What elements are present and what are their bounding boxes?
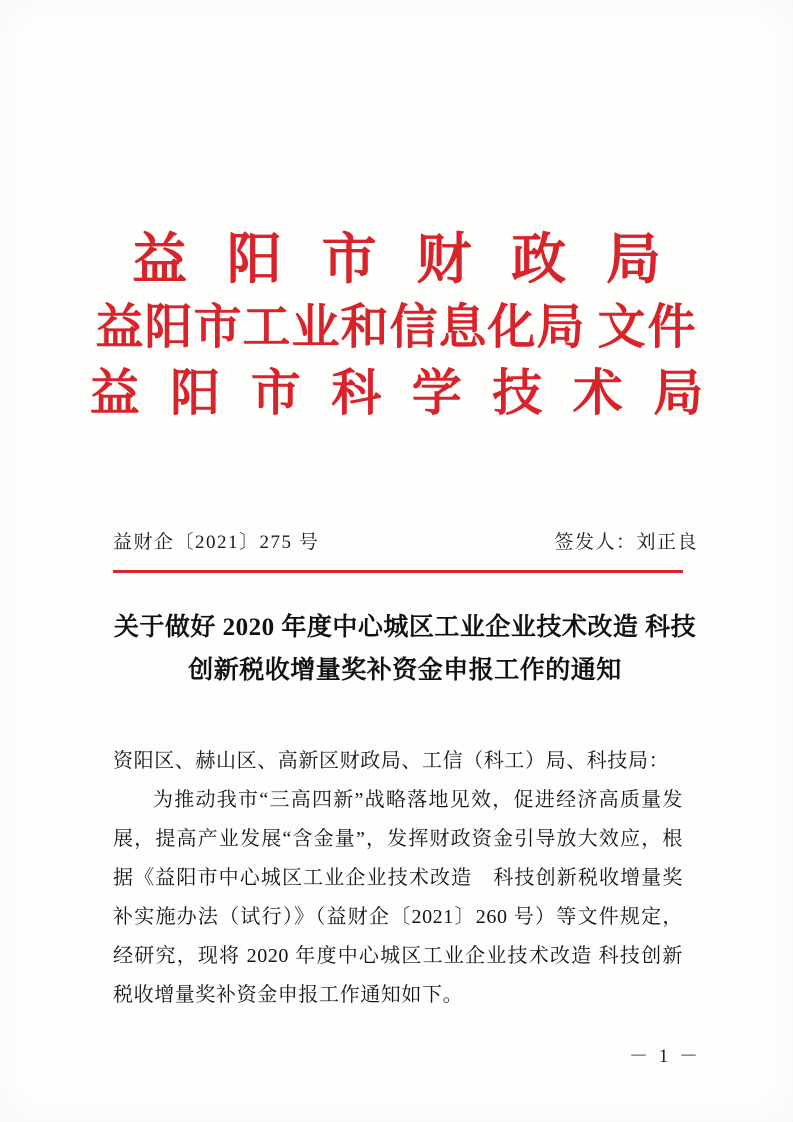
letterhead-line-science-tech-bureau: 益 阳 市 科 学 技 术 局	[89, 365, 713, 421]
document-meta	[113, 527, 698, 554]
document-body	[113, 742, 683, 1015]
recipients-line: 资阳区、赫山区、高新区财政局、工信（科工）局、科技局：	[113, 750, 670, 772]
page-title: 关于做好 2020 年度中心城区工业企业技术改造 科技创新税收增量奖补资金申报工作的通知	[113, 614, 697, 684]
letterhead-line-industry-info-bureau	[0, 301, 793, 354]
red-divider-rule	[113, 570, 683, 573]
page-number: － 1 －	[628, 1046, 701, 1067]
signer-label: 签发人：	[554, 532, 637, 553]
letterhead	[0, 229, 793, 421]
signer-block	[554, 527, 698, 554]
letterhead-line2-main: 益阳市工业和信息化局	[95, 301, 586, 354]
letterhead-wenjian-label: 文件	[597, 301, 698, 354]
letterhead-line-finance-bureau: 益 阳 市 财 政 局	[132, 229, 674, 290]
document-number: 益财企〔2021〕275 号	[113, 532, 320, 553]
body-paragraph-1: 为推动我市“三高四新”战略落地见效，促进经济高质量发展，提高产业发展“含金量”，发挥财政资金引导放大效应，根据《益阳市中心城区工业企业技术改造 科技创新税收增量奖补实施办法（试行）》（益财企〔2021〕260 号）等文件规定，经研究，现将 2020 年度中心城区工业企业技术改造 科技创新税收增量奖补资金申报工作通知如下。	[113, 789, 683, 1006]
signer-name: 刘正良	[636, 532, 698, 553]
